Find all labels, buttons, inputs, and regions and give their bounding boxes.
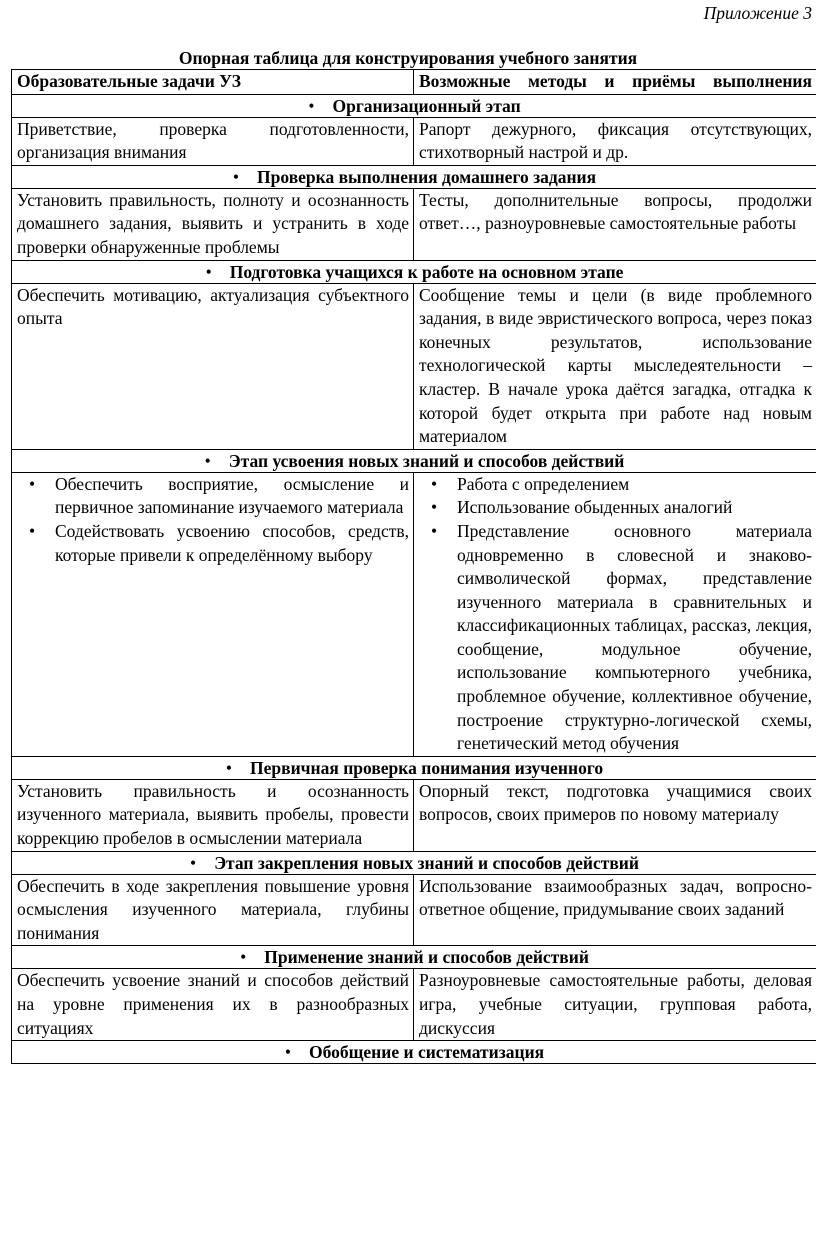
methods-list bbox=[419, 473, 812, 756]
header-row bbox=[12, 70, 816, 95]
bullet-icon: • bbox=[284, 1042, 291, 1063]
task-cell: Обеспечить в ходе закрепления повышение уровня осмысления изученного материала, глубины понимания bbox=[12, 874, 414, 946]
content-row bbox=[12, 472, 816, 756]
header-tasks: Образовательные задачи УЗ bbox=[12, 70, 414, 95]
stage-name: Обобщение и систематизация bbox=[309, 1042, 545, 1063]
task-cell: Установить правильность, полноту и осознанность домашнего задания, выявить и устранить в ходе проверки обнаруженные проблемы bbox=[12, 188, 414, 260]
stage-row bbox=[12, 851, 816, 874]
stage-name: Первичная проверка понимания изученного bbox=[250, 757, 604, 778]
bullet-icon: • bbox=[225, 757, 233, 778]
content-row bbox=[12, 969, 816, 1041]
bullet-icon: • bbox=[240, 947, 247, 968]
header-methods: Возможные методы и приёмы выполнения bbox=[414, 70, 816, 95]
bullet-icon: • bbox=[205, 261, 212, 282]
stage-header bbox=[12, 94, 816, 117]
stage-name: Этап закрепления новых знаний и способов действий bbox=[214, 852, 639, 873]
methods-cell: Рапорт дежурного, фиксация отсутствующих, стихотворный настрой и др. bbox=[414, 117, 816, 165]
stage-row bbox=[12, 1041, 816, 1064]
bullet-icon: • bbox=[232, 166, 240, 187]
stage-row bbox=[12, 449, 816, 472]
task-cell: Обеспечить усвоение знаний и способов действий на уровне применения их в разнообразных ситуациях bbox=[12, 969, 414, 1041]
list-item: • Обеспечить восприятие, осмысление и первичное запоминание изучаемого материала bbox=[55, 473, 409, 520]
task-cell bbox=[12, 472, 414, 756]
stage-name: Применение знаний и способов действий bbox=[264, 947, 589, 968]
stage-header bbox=[12, 946, 816, 969]
task-cell: Установить правильность и осознанность изученного материала, выявить пробелы, провести коррекцию пробелов в осмыслении материала bbox=[12, 779, 414, 851]
stage-name: Подготовка учащихся к работе на основном этапе bbox=[229, 261, 624, 282]
bullet-icon: • bbox=[308, 95, 315, 116]
content-row bbox=[12, 188, 816, 260]
stage-name: Проверка выполнения домашнего задания bbox=[257, 166, 597, 187]
list-item: • Использование обыденных аналогий bbox=[457, 496, 812, 520]
list-item: • Представление основного материала одновременно в словесной и знаково-символической формах, представление изученного материала в сравнительных и классификационных таблицах, рассказ, лекция, сообщение, модульное обучение, использование компьютерного учебника, проблемное обучение, коллективное обучение, построение структурно-логической схемы, генетический метод обучения bbox=[457, 520, 812, 756]
task-cell: Приветствие, проверка подготовленности, организация внимания bbox=[12, 117, 414, 165]
document-title: Опорная таблица для конструирования учебного занятия bbox=[178, 48, 638, 68]
stage-row bbox=[12, 756, 816, 779]
methods-cell: Тесты, дополнительные вопросы, продолжи ответ…, разноуровневые самостоятельные работы bbox=[414, 188, 816, 260]
task-list bbox=[17, 473, 409, 567]
bullet-icon: • bbox=[204, 450, 211, 471]
stage-header bbox=[12, 851, 816, 874]
task-cell: Обеспечить мотивацию, актуализация субъектного опыта bbox=[12, 283, 414, 449]
stage-row bbox=[12, 946, 816, 969]
content-row bbox=[12, 874, 816, 946]
lesson-design-table bbox=[11, 69, 816, 1064]
appendix-label: Приложение 3 bbox=[703, 3, 812, 23]
methods-cell: Разноуровневые самостоятельные работы, деловая игра, учебные ситуации, групповая работа, дискуссия bbox=[414, 969, 816, 1041]
stage-name: Организационный этап bbox=[332, 95, 521, 116]
stage-row bbox=[12, 260, 816, 283]
stage-header bbox=[12, 165, 816, 188]
content-row bbox=[12, 779, 816, 851]
bullet-icon: • bbox=[190, 852, 197, 873]
stage-header bbox=[12, 756, 816, 779]
content-row bbox=[12, 117, 816, 165]
methods-cell: Использование взаимообразных задач, вопросно-ответное общение, придумывание своих заданий bbox=[414, 874, 816, 946]
methods-cell bbox=[414, 472, 816, 756]
content-row bbox=[12, 283, 816, 449]
methods-cell: Опорный текст, подготовка учащимися своих вопросов, своих примеров по новому материалу bbox=[414, 779, 816, 851]
stage-header bbox=[12, 260, 816, 283]
stage-header bbox=[12, 449, 816, 472]
stage-row bbox=[12, 165, 816, 188]
stage-row bbox=[12, 94, 816, 117]
stage-header bbox=[12, 1041, 816, 1064]
stage-name: Этап усвоения новых знаний и способов действий bbox=[228, 450, 625, 471]
list-item: • Работа с определением bbox=[457, 473, 812, 497]
methods-cell: Сообщение темы и цели (в виде проблемного задания, в виде эвристического вопроса, через показ конечных результатов, использование технологической карты мыследеятельности – кластер. В начале урока даётся загадка, отгадка к которой будет открыта при работе над новым материалом bbox=[414, 283, 816, 449]
list-item: • Содействовать усвоению способов, средств, которые привели к определённому выбору bbox=[55, 520, 409, 567]
